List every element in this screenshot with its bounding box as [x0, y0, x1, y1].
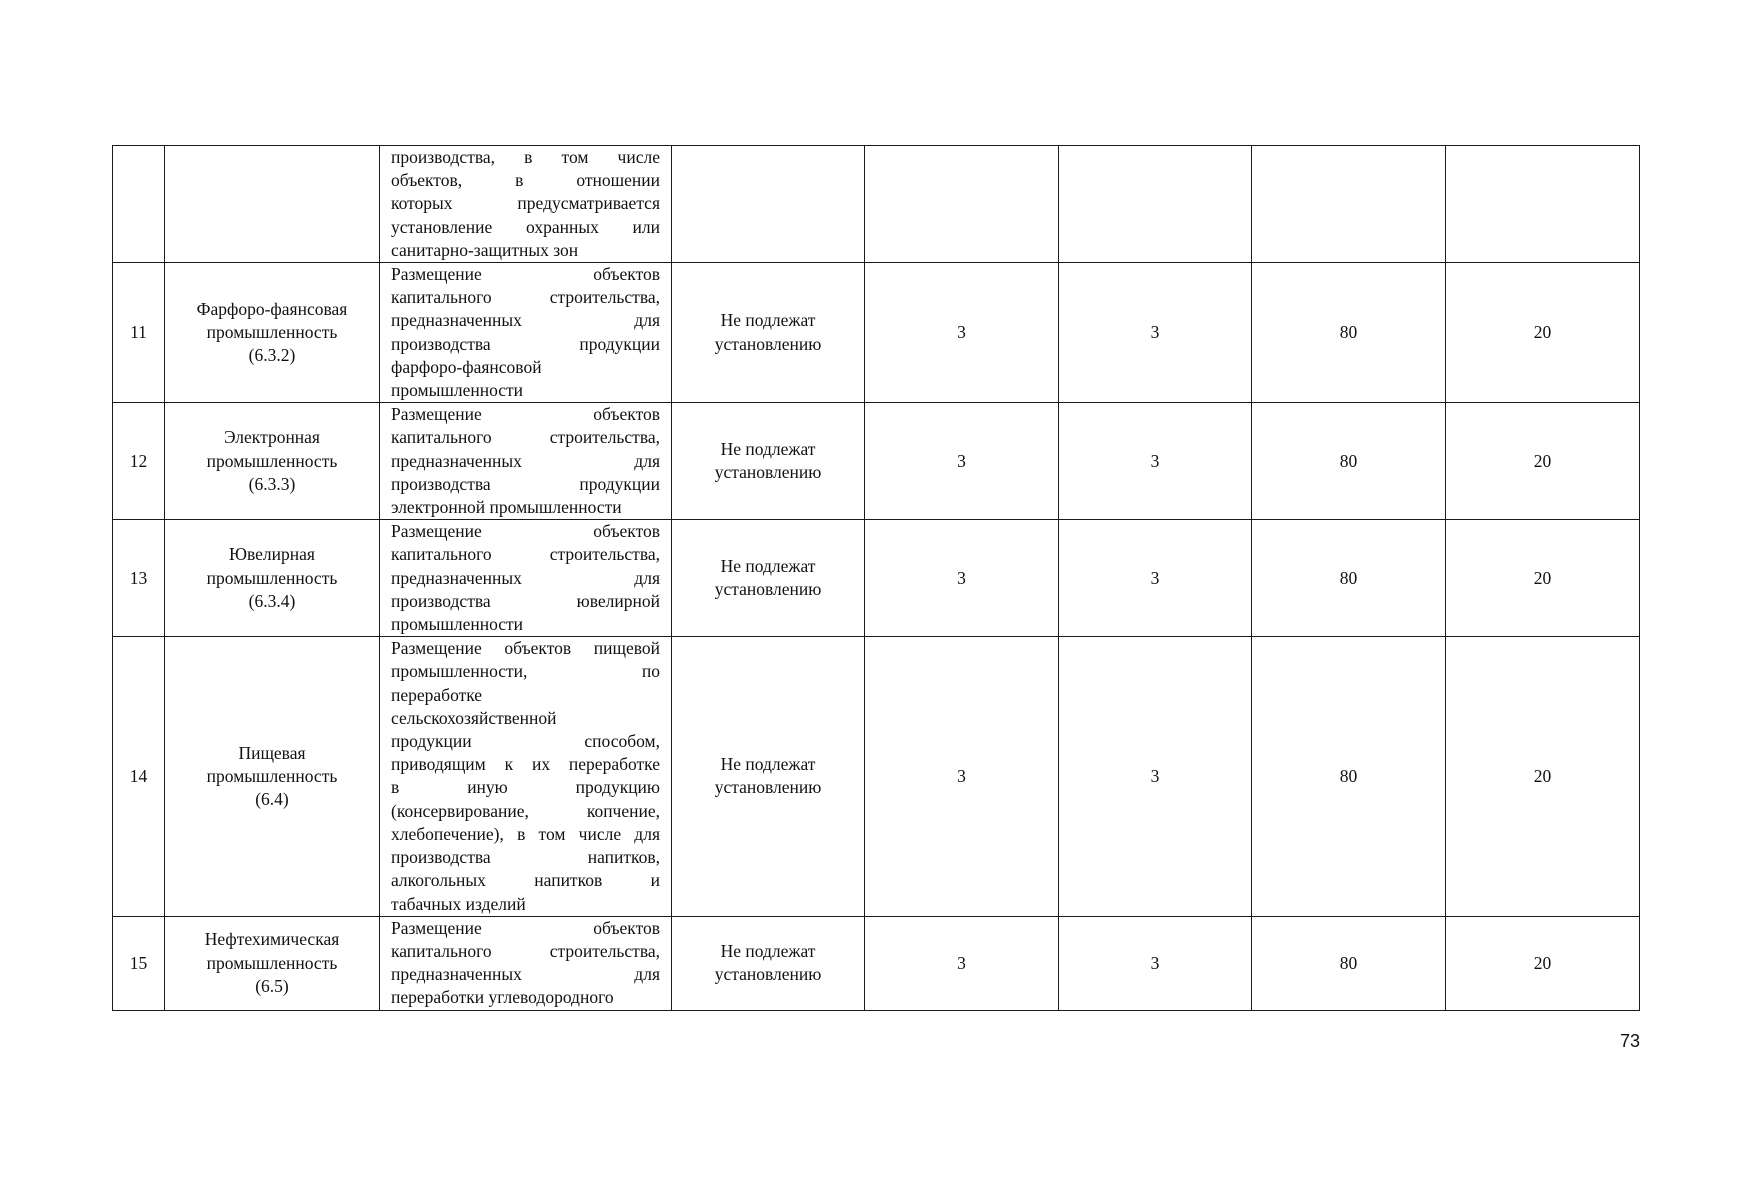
land-use-type-line: промышленность [206, 450, 338, 471]
value-cell-2: 3 [1059, 263, 1252, 403]
description-line: приводящим к их переработке [391, 754, 660, 775]
row-number-cell: 11 [113, 263, 165, 403]
land-use-type-cell [165, 146, 380, 263]
page-number: 73 [1619, 1031, 1640, 1051]
table-row [113, 263, 1640, 403]
value-cell-1: 3 [865, 520, 1059, 637]
value-cell-2: 3 [1059, 916, 1252, 1010]
description-line: переработке [391, 684, 483, 705]
land-use-type-line: (6.3.4) [248, 590, 296, 611]
description-line: алкогольных напитков и [391, 870, 660, 891]
description-line: Размещение объектов [391, 521, 660, 542]
land-use-type-cell [165, 520, 380, 637]
value-cell-2: 3 [1059, 637, 1252, 916]
description-line: производства продукции [391, 473, 660, 494]
row-number-cell [113, 146, 165, 263]
parameter-cell: Не подлежат установлению [672, 916, 865, 1010]
description-cell [380, 520, 672, 637]
value-cell-1: 3 [865, 916, 1059, 1010]
parameter-cell: Не подлежат установлению [672, 520, 865, 637]
value-cell-2: 3 [1059, 520, 1252, 637]
value-cell-1: 3 [865, 403, 1059, 520]
description-line: капитального строительства, [391, 544, 660, 565]
value-cell-3: 80 [1252, 403, 1446, 520]
description-line: Размещение объектов [391, 264, 660, 285]
description-line: производства продукции [391, 333, 660, 354]
description-line: предназначенных для [391, 964, 660, 985]
description-line: продукции способом, [391, 731, 660, 752]
description-line: переработки углеводородного [391, 987, 614, 1008]
value-cell-1: 3 [865, 637, 1059, 916]
value-cell-3: 80 [1252, 263, 1446, 403]
description-line: промышленности, по [391, 661, 660, 682]
description-line: Размещение объектов [391, 404, 660, 425]
description-line: (консервирование, копчение, [391, 800, 660, 821]
value-cell-3: 80 [1252, 520, 1446, 637]
land-use-type-line: Нефтехимическая [204, 929, 340, 950]
description-line: в иную продукцию [391, 777, 660, 798]
land-use-type-line: промышленность [206, 567, 338, 588]
value-cell-3 [1252, 146, 1446, 263]
land-use-type-line: Фарфоро-фаянсовая [196, 298, 348, 319]
value-cell-3: 80 [1252, 916, 1446, 1010]
land-use-type-line: Электронная [223, 427, 320, 448]
land-use-type-line: (6.3.2) [248, 345, 296, 366]
description-line: капитального строительства, [391, 287, 660, 308]
table-row [113, 637, 1640, 916]
description-cell [380, 403, 672, 520]
row-number-cell: 13 [113, 520, 165, 637]
description-cell [380, 146, 672, 263]
description-line: объектов, в отношении [391, 170, 660, 191]
land-use-type-line: Пищевая [238, 742, 306, 763]
description-cell [380, 637, 672, 916]
description-line: предназначенных для [391, 450, 660, 471]
description-line: которых предусматривается [391, 193, 660, 214]
land-use-type-cell [165, 403, 380, 520]
description-line: капитального строительства, [391, 940, 660, 961]
description-cell [380, 916, 672, 1010]
value-cell-2: 3 [1059, 403, 1252, 520]
land-use-type-cell [165, 263, 380, 403]
land-use-type-cell [165, 637, 380, 916]
description-line: фарфоро-фаянсовой [391, 356, 542, 377]
description-line: производства, в том числе [391, 147, 660, 167]
value-cell-4: 20 [1446, 403, 1640, 520]
land-use-type-line: (6.3.3) [248, 473, 296, 494]
land-use-type-line: (6.4) [255, 789, 289, 810]
description-line: предназначенных для [391, 310, 660, 331]
description-line: капитального строительства, [391, 427, 660, 448]
value-cell-4: 20 [1446, 916, 1640, 1010]
description-line: промышленности [391, 614, 524, 635]
parameter-cell: Не подлежат установлению [672, 263, 865, 403]
value-cell-3: 80 [1252, 637, 1446, 916]
description-cell [380, 263, 672, 403]
value-cell-4: 20 [1446, 263, 1640, 403]
description-line: электронной промышленности [391, 497, 622, 518]
value-cell-4: 20 [1446, 637, 1640, 916]
table-row [113, 146, 1640, 263]
land-use-type-line: промышленность [206, 952, 338, 973]
description-line: предназначенных для [391, 567, 660, 588]
value-cell-1 [865, 146, 1059, 263]
row-number-cell: 12 [113, 403, 165, 520]
description-line: промышленности [391, 380, 524, 401]
value-cell-4 [1446, 146, 1640, 263]
description-line: сельскохозяйственной [391, 707, 557, 728]
land-use-type-line: (6.5) [255, 975, 289, 996]
row-number-cell: 15 [113, 916, 165, 1010]
land-use-type-line: промышленность [206, 322, 338, 343]
land-use-type-line: Ювелирная [229, 544, 315, 565]
land-use-regulations-table [112, 145, 1640, 1011]
value-cell-1: 3 [865, 263, 1059, 403]
value-cell-4: 20 [1446, 520, 1640, 637]
description-line: установление охранных или [391, 216, 660, 237]
value-cell-2 [1059, 146, 1252, 263]
description-line: производства напитков, [391, 847, 660, 868]
parameter-cell: Не подлежат установлению [672, 403, 865, 520]
table-body [113, 146, 1640, 1011]
land-use-type-line: промышленность [206, 765, 338, 786]
row-number-cell: 14 [113, 637, 165, 916]
description-line: Размещение объектов пищевой [391, 638, 660, 659]
table-row [113, 916, 1640, 1010]
parameter-cell: Не подлежат установлению [672, 637, 865, 916]
description-line: Размещение объектов [391, 917, 660, 938]
table-row [113, 520, 1640, 637]
description-line: производства ювелирной [391, 590, 660, 611]
parameter-cell [672, 146, 865, 263]
description-line: санитарно-защитных зон [391, 239, 579, 260]
land-use-type-cell [165, 916, 380, 1010]
description-line: хлебопечение), в том числе для [391, 823, 660, 844]
table-row [113, 403, 1640, 520]
description-line: табачных изделий [391, 893, 526, 914]
